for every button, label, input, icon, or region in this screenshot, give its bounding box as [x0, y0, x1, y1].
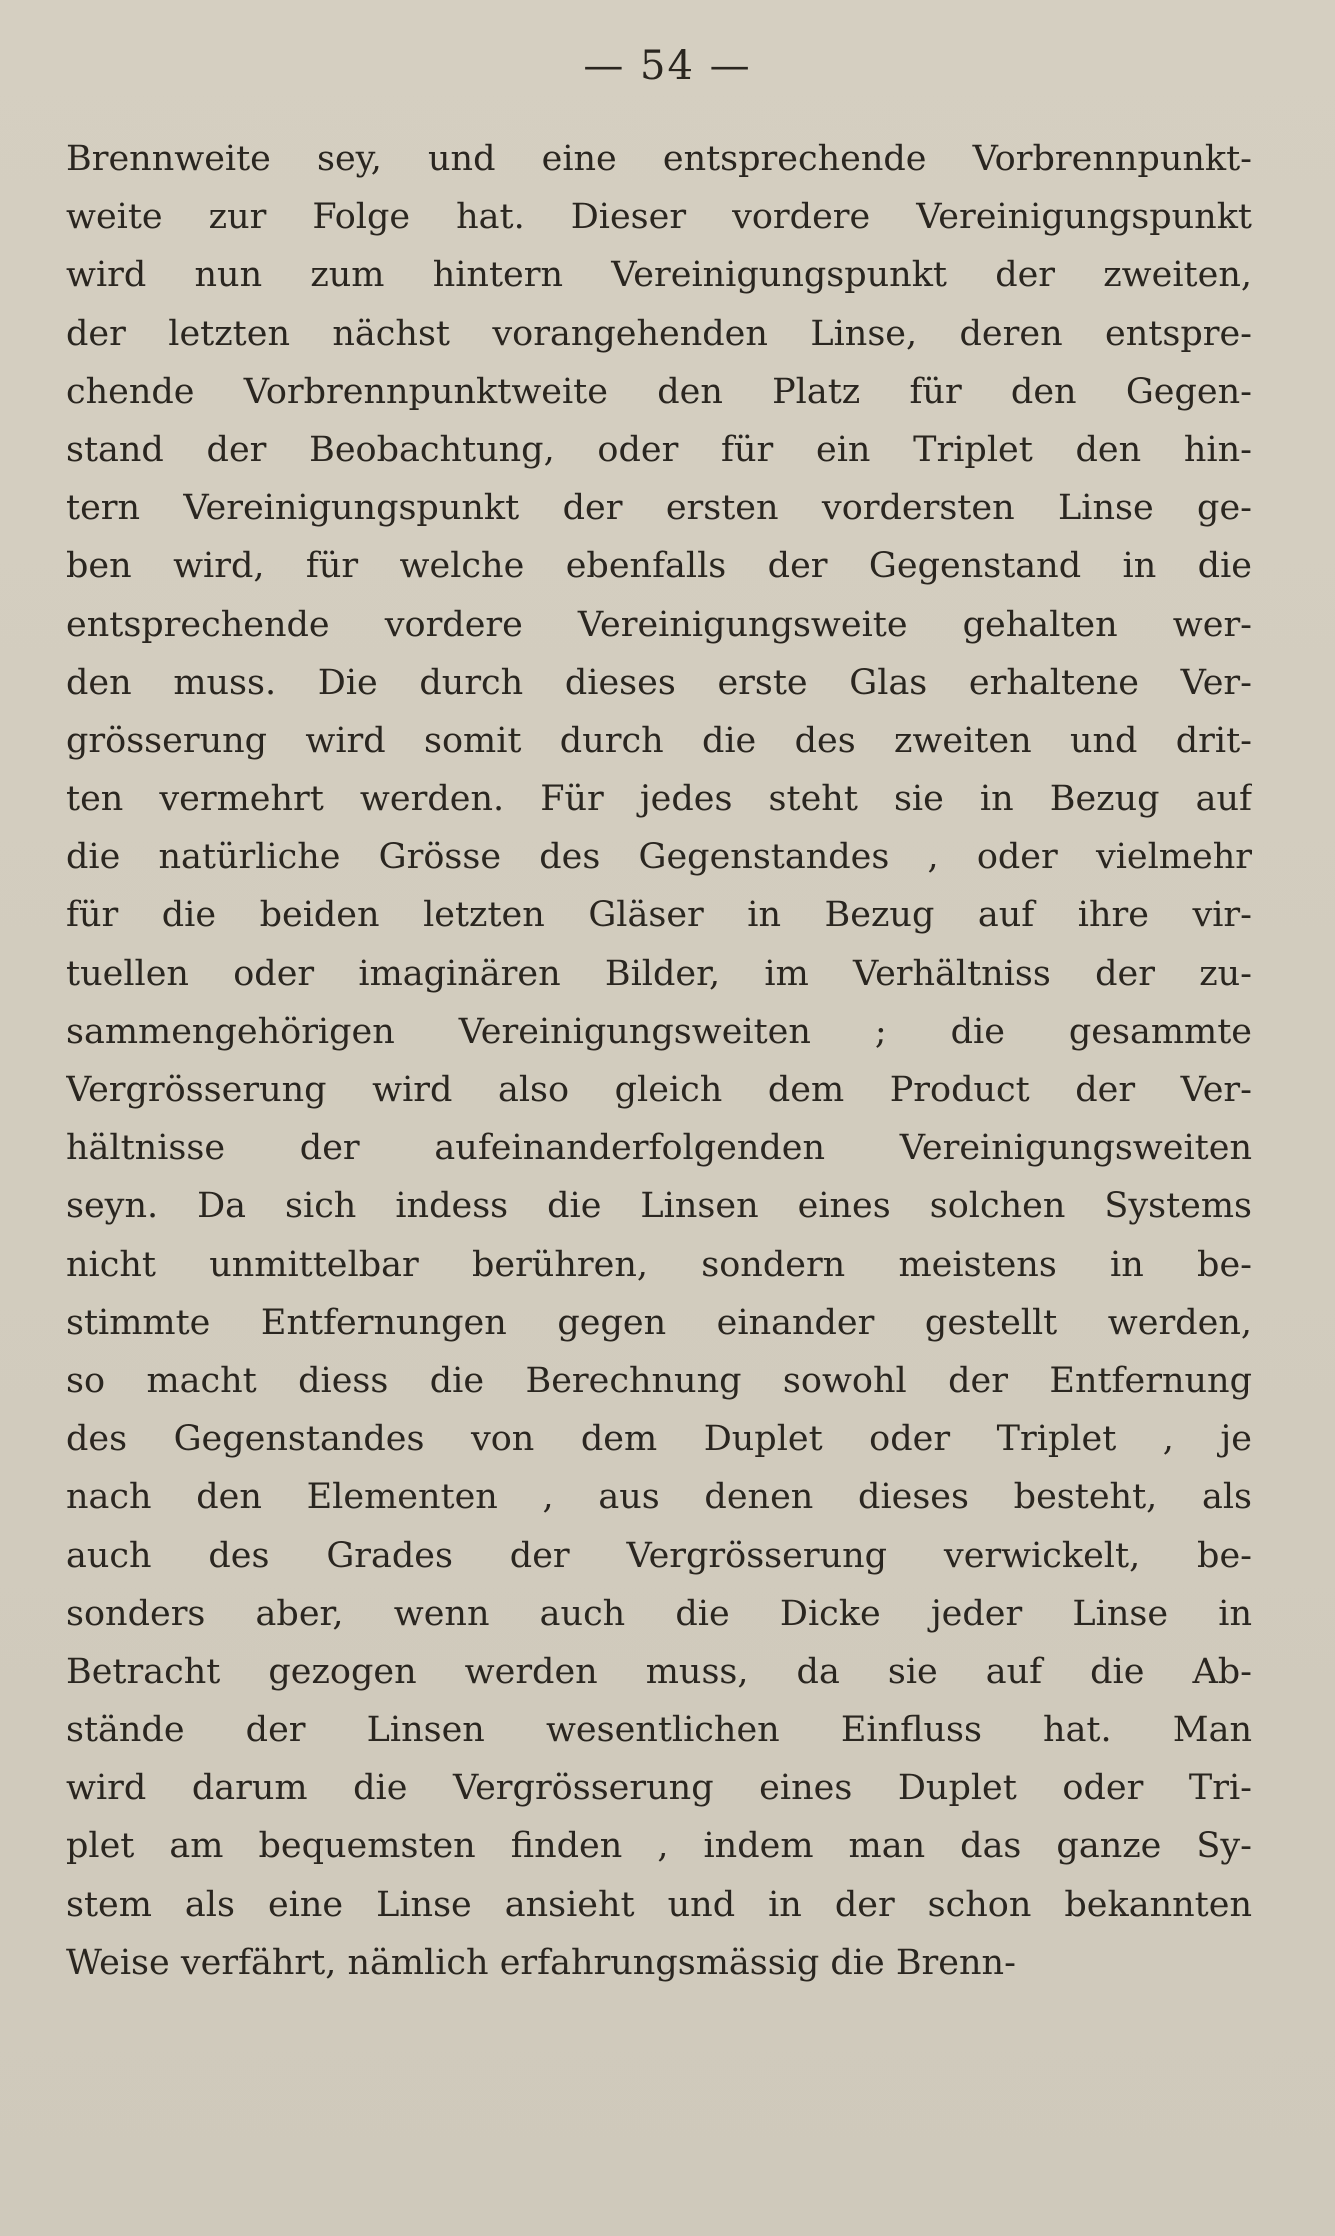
text-line: sammengehörigen Vereinigungsweiten ; die gesammte [66, 1011, 1252, 1052]
text-line: stände der Linsen wesentlichen Einfluss hat. Man [66, 1710, 1252, 1751]
text-line: weite zur Folge hat. Dieser vordere Vereinigungspunkt [66, 197, 1252, 238]
text-line: ben wird, für welche ebenfalls der Gegenstand in die [66, 546, 1252, 587]
text-line: die natürliche Grösse des Gegenstandes , oder vielmehr [66, 837, 1252, 878]
text-line: auch des Grades der Vergrösserung verwickelt, be- [66, 1535, 1252, 1576]
text-line: Betracht gezogen werden muss, da sie auf die Ab- [66, 1651, 1252, 1692]
text-line: plet am bequemsten finden , indem man das ganze Sy- [66, 1826, 1252, 1867]
body-text [66, 130, 1252, 1992]
text-line: nicht unmittelbar berühren, sondern meistens in be- [66, 1244, 1252, 1285]
text-line: hältnisse der aufeinanderfolgenden Vereinigungsweiten [66, 1128, 1252, 1169]
text-line: stand der Beobachtung, oder für ein Triplet den hin- [66, 429, 1252, 470]
text-line: Brennweite sey, und eine entsprechende Vorbrennpunkt- [66, 139, 1252, 179]
text-line: seyn. Da sich indess die Linsen eines solchen Systems [66, 1186, 1252, 1227]
text-line: so macht diess die Berechnung sowohl der Entfernung [66, 1360, 1252, 1401]
text-line: nach den Elementen , aus denen dieses besteht, als [66, 1477, 1252, 1518]
text-line: ten vermehrt werden. Für jedes steht sie in Bezug auf [66, 779, 1252, 820]
text-line: den muss. Die durch dieses erste Glas erhaltene Ver- [66, 662, 1252, 703]
text-line: stem als eine Linse ansieht und in der schon bekannten [66, 1884, 1252, 1925]
text-line: stimmte Entfernungen gegen einander gestellt werden, [66, 1302, 1252, 1343]
text-line: tern Vereinigungspunkt der ersten vordersten Linse ge- [66, 488, 1252, 529]
text-line: Weise verfährt, nämlich erfahrungsmässig die Brenn- [66, 1942, 1016, 1983]
page-number: — 54 — [583, 43, 752, 89]
text-line: grösserung wird somit durch die des zweiten und drit- [66, 720, 1252, 761]
text-line: sonders aber, wenn auch die Dicke jeder Linse in [66, 1593, 1252, 1634]
text-line: chende Vorbrennpunktweite den Platz für den Gegen- [66, 371, 1252, 412]
text-line: des Gegenstandes von dem Duplet oder Triplet , je [66, 1419, 1252, 1460]
text-line: entsprechende vordere Vereinigungsweite gehalten wer- [66, 604, 1252, 645]
text-line: wird darum die Vergrösserung eines Duplet oder Tri- [66, 1768, 1252, 1809]
text-line: Vergrösserung wird also gleich dem Product der Ver- [66, 1070, 1252, 1110]
text-line: der letzten nächst vorangehenden Linse, deren entspre- [66, 313, 1252, 354]
text-line: für die beiden letzten Gläser in Bezug auf ihre vir- [66, 895, 1252, 936]
text-line: wird nun zum hintern Vereinigungspunkt der zweiten, [66, 255, 1252, 296]
text-line: tuellen oder imaginären Bilder, im Verhältniss der zu- [66, 953, 1252, 994]
